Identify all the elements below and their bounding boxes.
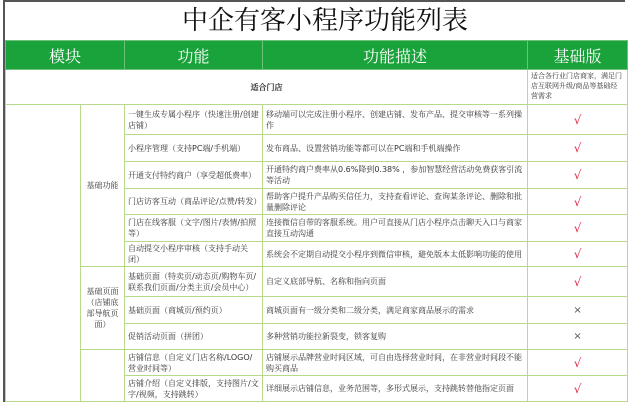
scope-note: 适合各行业门店商家，满足门店互联网升级/商品等基础经营需求 — [528, 70, 628, 105]
feature-cell: 店铺信息（自定义门店名称/LOGO/营业时间等） — [125, 350, 263, 376]
sheet — [3, 0, 625, 402]
check-icon: √ — [528, 189, 628, 215]
cross-icon: × — [528, 324, 628, 350]
feature-table — [5, 40, 628, 402]
table-row — [6, 350, 628, 376]
module-cell — [81, 350, 125, 402]
page-title: 中企有客小程序功能列表 — [181, 6, 468, 36]
header-row — [6, 41, 628, 70]
check-icon: √ — [528, 376, 628, 402]
scope-row — [6, 70, 628, 105]
check-icon: √ — [528, 350, 628, 376]
check-icon: √ — [528, 267, 628, 297]
feature-cell: 基础页面（商城页/预约页） — [125, 297, 263, 324]
description-cell: 商城页面有一级分类和二级分类，满足商家商品展示的需求 — [263, 297, 528, 324]
cross-icon: × — [528, 297, 628, 324]
description-cell: 移动端可以完成注册小程序、创建店铺、发布产品、提交审核等一系列操作 — [263, 105, 528, 135]
check-icon: √ — [528, 162, 628, 189]
check-icon: √ — [528, 135, 628, 162]
description-cell: 帮助客户提升产品购买信任力，支持查看评论、查询某条评论、删除和批量删除评论 — [263, 189, 528, 215]
blank-cell — [6, 105, 81, 402]
header-description: 功能描述 — [263, 41, 528, 70]
feature-cell: 促销活动页面（拼团） — [125, 324, 263, 350]
table-row — [6, 105, 628, 135]
description-cell: 开通特约商户费率从0.6%降到0.38% ，参加智慧经营活动免费获客引流等活动 — [263, 162, 528, 189]
feature-cell: 店铺介绍（自定义排版，支持图片/文字/视频，支持跳转） — [125, 376, 263, 402]
description-cell: 连接微信自带的客服系统。用户可直接从门店小程序点击聊天入口与商家直接互动沟通 — [263, 215, 528, 242]
header-module: 模块 — [6, 41, 125, 70]
module-cell: 基础页面（店铺底部导航页面） — [81, 267, 125, 350]
module-cell: 基础功能 — [81, 105, 125, 267]
scope-label: 适合门店 — [6, 70, 528, 105]
check-icon: √ — [528, 105, 628, 135]
feature-cell: 一键生成专属小程序（快速注册/创建店铺） — [125, 105, 263, 135]
description-cell: 多种营销功能拉新裂变，锁客复购 — [263, 324, 528, 350]
check-icon: √ — [528, 242, 628, 267]
description-cell: 详细展示店铺信息，业务范围等，多形式展示，支持跳转替他指定页面 — [263, 376, 528, 402]
feature-cell: 自动提交小程序审核（支持手动关闭） — [125, 242, 263, 267]
description-cell: 自定义底部导航、名称和指向页面 — [263, 267, 528, 297]
feature-cell: 开通支付特约商户（享受超低费率） — [125, 162, 263, 189]
description-cell: 店铺展示品牌营业时间区域，可自由选择营业时间，在非营业时间段不能购买商品 — [263, 350, 528, 376]
feature-cell: 小程序管理（支持PC端/手机端） — [125, 135, 263, 162]
header-basic: 基础版 — [528, 41, 628, 70]
description-cell: 发布商品、设置营销功能等都可以在PC端和手机端操作 — [263, 135, 528, 162]
description-cell: 系统会不定期自动提交小程序到微信审核，避免版本太低影响功能的使用 — [263, 242, 528, 267]
feature-cell: 门店访客互动（商品评论/点赞/转发） — [125, 189, 263, 215]
header-feature: 功能 — [125, 41, 263, 70]
feature-cell: 基础页面（特卖页/动态页/购物车页/联系我们页面/分类主页/会员中心） — [125, 267, 263, 297]
table-row — [6, 267, 628, 297]
feature-cell: 门店在线客服（文字/图片/表情/拍照等） — [125, 215, 263, 242]
check-icon: √ — [528, 215, 628, 242]
